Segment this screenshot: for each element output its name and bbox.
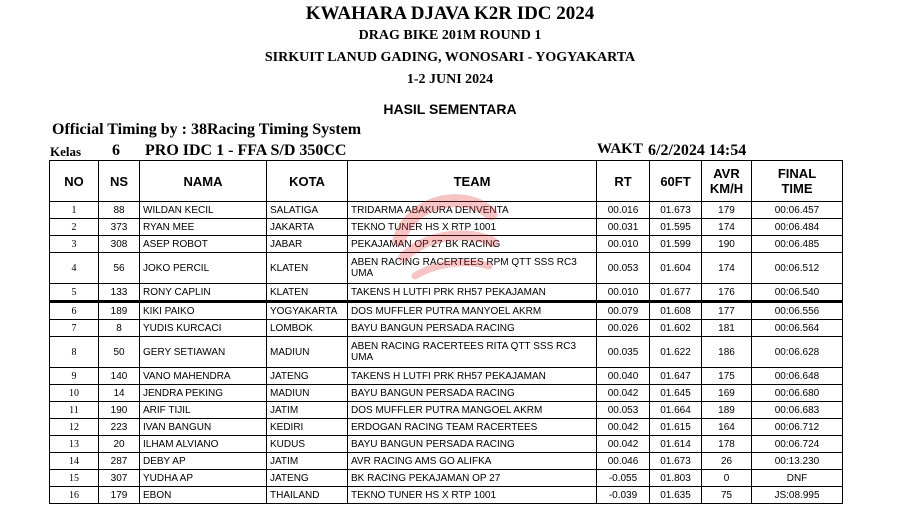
table-row [50,385,843,402]
cell-60ft: 01.673 [650,202,702,219]
table-row [50,470,843,487]
cell-kota: KEDIRI [267,419,348,436]
cell-rt: 00.035 [597,337,650,368]
cell-60ft: 01.673 [650,453,702,470]
cell-kota: MADIUN [267,385,348,402]
cell-nama: YUDHA AP [140,470,267,487]
cell-ns: 50 [99,337,140,368]
cell-avr: 190 [702,236,752,253]
cell-avr: 164 [702,419,752,436]
cell-nama: EBON [140,487,267,504]
cell-nama: RONY CAPLIN [140,284,267,302]
cell-rt: -0.055 [597,470,650,487]
cell-team: AVR RACING AMS GO ALIFKA [348,453,597,470]
cell-final-time: 00:06.564 [752,320,843,337]
cell-rt: 00.053 [597,253,650,284]
cell-nama: KIKI PAIKO [140,302,267,320]
table-row [50,236,843,253]
cell-avr: 179 [702,202,752,219]
cell-kota: JATENG [267,368,348,385]
cell-rt: 00.042 [597,419,650,436]
cell-final-time: JS:08.995 [752,487,843,504]
cell-avr: 174 [702,219,752,236]
wakt-label: WAKT [597,141,643,157]
cell-nama: YUDIS KURCACI [140,320,267,337]
col-header-avr-line2: KM/H [709,181,744,196]
cell-team: DOS MUFFLER PUTRA MANGOEL AKRM [348,402,597,419]
cell-ns: 14 [99,385,140,402]
cell-60ft: 01.645 [650,385,702,402]
cell-ns: 189 [99,302,140,320]
results-table [49,160,843,504]
cell-nama: DEBY AP [140,453,267,470]
cell-avr: 175 [702,368,752,385]
table-row [50,453,843,470]
cell-team: ABEN RACING RACERTEES RPM QTT SSS RC3 UMA [348,253,597,284]
cell-no: 6 [50,302,99,320]
cell-ns: 287 [99,453,140,470]
cell-rt: 00.042 [597,436,650,453]
cell-final-time: 00:06.457 [752,202,843,219]
table-row [50,436,843,453]
cell-final-time: 00:13.230 [752,453,843,470]
event-subtitle: DRAG BIKE 201M ROUND 1 [358,28,542,43]
timing-system-label: Official Timing by : 38Racing Timing System [52,121,362,138]
cell-kota: THAILAND [267,487,348,504]
cell-no: 16 [50,487,99,504]
cell-ns: 20 [99,436,140,453]
cell-ns: 190 [99,402,140,419]
cell-no: 2 [50,219,99,236]
cell-final-time: 00:06.628 [752,337,843,368]
cell-team: BAYU BANGUN PERSADA RACING [348,436,597,453]
cell-kota: LOMBOK [267,320,348,337]
table-row [50,253,843,284]
class-label: Kelas [50,144,82,159]
cell-60ft: 01.803 [650,470,702,487]
class-number: 6 [112,142,120,159]
cell-ns: 133 [99,284,140,302]
cell-avr: 186 [702,337,752,368]
cell-team: BK RACING PEKAJAMAN OP 27 [348,470,597,487]
event-venue: SIRKUIT LANUD GADING, WONOSARI - YOGYAKARTA [264,50,636,65]
cell-ns: 56 [99,253,140,284]
cell-no: 5 [50,284,99,302]
cell-60ft: 01.664 [650,402,702,419]
cell-no: 11 [50,402,99,419]
cell-kota: JATIM [267,402,348,419]
cell-60ft: 01.602 [650,320,702,337]
cell-kota: SALATIGA [267,202,348,219]
cell-60ft: 01.614 [650,436,702,453]
cell-nama: IVAN BANGUN [140,419,267,436]
cell-final-time: 00:06.648 [752,368,843,385]
result-status: HASIL SEMENTARA [383,101,517,117]
cell-avr: 26 [702,453,752,470]
cell-no: 10 [50,385,99,402]
cell-avr: 75 [702,487,752,504]
cell-nama: ILHAM ALVIANO [140,436,267,453]
cell-kota: KUDUS [267,436,348,453]
col-header-final [752,161,843,202]
col-header-no: NO [50,161,99,202]
cell-kota: KLATEN [267,284,348,302]
cell-kota: MADIUN [267,337,348,368]
cell-avr: 0 [702,470,752,487]
table-row [50,419,843,436]
cell-avr: 174 [702,253,752,284]
cell-team: PEKAJAMAN OP 27 BK RACING [348,236,597,253]
cell-rt: 00.031 [597,219,650,236]
class-name: PRO IDC 1 - FFA S/D 350CC [145,142,347,159]
cell-60ft: 01.595 [650,219,702,236]
cell-no: 13 [50,436,99,453]
cell-nama: JENDRA PEKING [140,385,267,402]
cell-no: 9 [50,368,99,385]
cell-no: 12 [50,419,99,436]
cell-rt: 00.016 [597,202,650,219]
table-row [50,368,843,385]
cell-no: 8 [50,337,99,368]
cell-rt: 00.046 [597,453,650,470]
table-row [50,337,843,368]
cell-nama: ARIF TIJIL [140,402,267,419]
cell-avr: 181 [702,320,752,337]
col-header-60ft: 60FT [650,161,702,202]
wakt-value: 6/2/2024 14:54 [648,142,747,159]
cell-final-time: 00:06.556 [752,302,843,320]
cell-no: 7 [50,320,99,337]
col-header-avr [702,161,752,202]
cell-ns: 307 [99,470,140,487]
cell-nama: VANO MAHENDRA [140,368,267,385]
cell-no: 3 [50,236,99,253]
cell-final-time: 00:06.485 [752,236,843,253]
event-title: KWAHARA DJAVA K2R IDC 2024 [305,3,595,24]
cell-kota: JAKARTA [267,219,348,236]
col-header-team: TEAM [348,161,597,202]
cell-ns: 140 [99,368,140,385]
cell-team: BAYU BANGUN PERSADA RACING [348,385,597,402]
cell-ns: 223 [99,419,140,436]
cell-ns: 308 [99,236,140,253]
cell-team: TAKENS H LUTFI PRK RH57 PEKAJAMAN [348,368,597,385]
cell-final-time: 00:06.512 [752,253,843,284]
col-header-kota: KOTA [267,161,348,202]
cell-avr: 169 [702,385,752,402]
event-date: 1-2 JUNI 2024 [406,72,494,87]
col-header-avr-line1: AVR [713,166,740,181]
cell-60ft: 01.604 [650,253,702,284]
cell-60ft: 01.599 [650,236,702,253]
cell-60ft: 01.677 [650,284,702,302]
cell-rt: 00.053 [597,402,650,419]
cell-ns: 179 [99,487,140,504]
cell-nama: GERY SETIAWAN [140,337,267,368]
cell-no: 15 [50,470,99,487]
cell-team: ERDOGAN RACING TEAM RACERTEES [348,419,597,436]
cell-avr: 177 [702,302,752,320]
table-header-row [50,161,843,202]
cell-final-time: 00:06.680 [752,385,843,402]
cell-team: ABEN RACING RACERTEES RITA QTT SSS RC3 UMA [348,337,597,368]
cell-no: 14 [50,453,99,470]
cell-no: 4 [50,253,99,284]
table-row [50,219,843,236]
col-header-final-line2: TIME [781,181,813,196]
cell-ns: 88 [99,202,140,219]
table-row [50,284,843,302]
cell-rt: 00.042 [597,385,650,402]
cell-rt: 00.026 [597,320,650,337]
cell-team: BAYU BANGUN PERSADA RACING [348,320,597,337]
cell-team: TEKNO TUNER HS X RTP 1001 [348,219,597,236]
table-row [50,402,843,419]
cell-final-time: DNF [752,470,843,487]
cell-60ft: 01.647 [650,368,702,385]
cell-avr: 178 [702,436,752,453]
cell-nama: ASEP ROBOT [140,236,267,253]
cell-rt: 00.079 [597,302,650,320]
cell-60ft: 01.608 [650,302,702,320]
cell-kota: JABAR [267,236,348,253]
cell-60ft: 01.615 [650,419,702,436]
cell-kota: JATIM [267,453,348,470]
cell-final-time: 00:06.724 [752,436,843,453]
cell-rt: 00.010 [597,236,650,253]
cell-final-time: 00:06.712 [752,419,843,436]
cell-team: TEKNO TUNER HS X RTP 1001 [348,487,597,504]
cell-ns: 8 [99,320,140,337]
cell-rt: 00.010 [597,284,650,302]
table-row [50,320,843,337]
cell-kota: KLATEN [267,253,348,284]
cell-60ft: 01.635 [650,487,702,504]
cell-avr: 189 [702,402,752,419]
cell-nama: JOKO PERCIL [140,253,267,284]
col-header-final-line1: FINAL [777,166,817,181]
col-header-rt: RT [597,161,650,202]
cell-avr: 176 [702,284,752,302]
cell-rt: -0.039 [597,487,650,504]
cell-kota: YOGYAKARTA [267,302,348,320]
cell-no: 1 [50,202,99,219]
cell-nama: RYAN MEE [140,219,267,236]
table-row [50,302,843,320]
cell-nama: WILDAN KECIL [140,202,267,219]
cell-team: TRIDARMA ABAKURA DENVENTA [348,202,597,219]
cell-team: DOS MUFFLER PUTRA MANYOEL AKRM [348,302,597,320]
cell-final-time: 00:06.484 [752,219,843,236]
cell-final-time: 00:06.683 [752,402,843,419]
cell-team: TAKENS H LUTFI PRK RH57 PEKAJAMAN [348,284,597,302]
col-header-nama: NAMA [140,161,267,202]
cell-60ft: 01.622 [650,337,702,368]
table-row [50,487,843,504]
cell-final-time: 00:06.540 [752,284,843,302]
cell-rt: 00.040 [597,368,650,385]
cell-ns: 373 [99,219,140,236]
col-header-ns: NS [99,161,140,202]
cell-kota: JATENG [267,470,348,487]
table-row [50,202,843,219]
